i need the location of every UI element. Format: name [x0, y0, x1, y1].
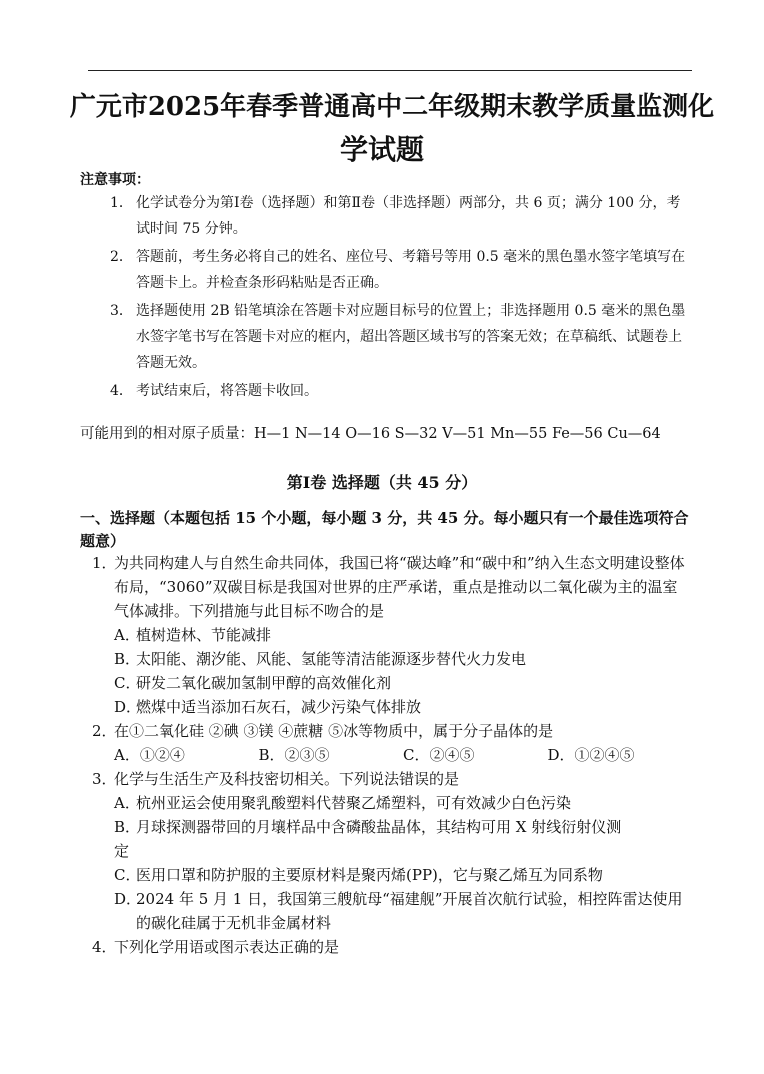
- option-text: 月球探测器带回的月壤样品中含磷酸盐晶体，其结构可用 X 射线衍射仪测: [136, 818, 622, 836]
- notice-item-text: 化学试卷分为第Ⅰ卷（选择题）和第Ⅱ卷（非选择题）两部分，共 6 页；满分 100 分，考试时间 75 分钟。: [136, 195, 681, 237]
- option-text: 医用口罩和防护服的主要原材料是聚丙烯(PP)，它与聚乙烯互为同系物: [136, 866, 603, 884]
- option-letter: D．: [114, 698, 142, 716]
- option-letter: A．: [114, 626, 140, 644]
- notice-item-text: 考试结束后，将答题卡收回。: [136, 383, 318, 399]
- option-text: 2024 年 5 月 1 日，我国第三艘航母“福建舰”开展首次航行试验，相控阵雷达使用的碳化硅属于无机非金属材料: [136, 890, 683, 932]
- notice-item: [110, 298, 690, 376]
- option-letter: D．: [114, 890, 142, 908]
- option-letter: C．: [114, 866, 141, 884]
- question-number: 1．: [92, 554, 117, 572]
- option-letter: A．: [114, 794, 140, 812]
- question-number: 2．: [92, 722, 117, 740]
- question-stem: 下列化学用语或图示表达正确的是: [114, 938, 340, 956]
- option-b: [92, 815, 692, 839]
- notice-heading: 注意事项：: [80, 172, 150, 188]
- question-list: [92, 551, 692, 959]
- option-c: [92, 671, 692, 695]
- option-text: 杭州亚运会使用聚乳酸塑料代替聚乙烯塑料，可有效减少白色污染: [136, 794, 572, 812]
- question-stem: 为共同构建人与自然生命共同体，我国已将“碳达峰”和“碳中和”纳入生态文明建设整体布局，“3060”双碳目标是我国对世界的庄严承诺，重点是推动以二氧化碳为主的温室气体减排。下列措施与此目标不吻合的是: [114, 554, 685, 620]
- option-text: 燃煤中适当添加石灰石，减少污染气体排放: [136, 698, 422, 716]
- page-title-line-2: 学试题: [339, 133, 424, 166]
- question-stem: 在①二氧化硅 ②碘 ③镁 ④蔗糖 ⑤冰等物质中，属于分子晶体的是: [114, 722, 554, 740]
- option-c: [92, 863, 692, 887]
- section-title: 第Ⅰ卷 选择题（共 45 分）: [286, 473, 478, 492]
- notice-item-text: 选择题使用 2B 铅笔填涂在答题卡对应题目标号的位置上；非选择题用 0.5 毫米的黑色墨水签字笔书写在答题卡对应的框内，超出答题区域书写的答案无效；在草稿纸、试题卷上答题无效。: [136, 303, 686, 371]
- option-c: C．②④⑤: [403, 746, 475, 764]
- question-3: [92, 767, 692, 791]
- option-d: D．①②④⑤: [547, 746, 635, 764]
- page-title-line-1: 广元市2025年春季普通高中二年级期末教学质量监测化: [69, 92, 715, 122]
- notice-item: [110, 190, 690, 242]
- option-letter: C．: [114, 674, 141, 692]
- notice-item: [110, 378, 690, 404]
- option-a: A．①②④: [114, 746, 185, 764]
- question-number: 3．: [92, 770, 117, 788]
- notice-item-number: 4．: [110, 383, 133, 399]
- notice-list: [110, 190, 690, 406]
- notice-item-text: 答题前，考生务必将自己的姓名、座位号、考籍号等用 0.5 毫米的黑色墨水签字笔填写在答题卡上。并检查条形码粘贴是否正确。: [136, 249, 686, 291]
- question-number: 4．: [92, 938, 117, 956]
- option-text: 研发二氧化碳加氢制甲醇的高效催化剂: [136, 674, 392, 692]
- notice-item-number: 2．: [110, 249, 133, 265]
- atomic-masses: 可能用到的相对原子质量：H—1 N—14 O—16 S—32 V—51 Mn—55 Fe—56 Cu—64: [80, 426, 661, 442]
- option-b: [92, 647, 692, 671]
- top-rule: [88, 70, 692, 71]
- question-stem: 化学与生活生产及科技密切相关。下列说法错误的是: [114, 770, 460, 788]
- part-heading: 一、选择题（本题包括 15 个小题，每小题 3 分，共 45 分。每小题只有一个最佳选项符合题意）: [80, 509, 689, 550]
- notice-item-number: 3．: [110, 303, 133, 319]
- question-1: [92, 551, 692, 623]
- option-b-continuation: 定: [114, 842, 130, 860]
- option-letter: B．: [114, 818, 141, 836]
- question-4: [92, 935, 692, 959]
- option-a: [92, 791, 692, 815]
- notice-item: [110, 244, 690, 296]
- notice-item-number: 1．: [110, 195, 133, 211]
- question-2: [92, 719, 692, 743]
- option-text: 植树造林、节能减排: [136, 626, 272, 644]
- option-text: 太阳能、潮汐能、风能、氢能等清洁能源逐步替代火力发电: [136, 650, 527, 668]
- option-d: [92, 695, 692, 719]
- option-d: [92, 887, 692, 935]
- inline-options: [92, 743, 692, 767]
- option-b: B．②③⑤: [258, 746, 330, 764]
- option-a: [92, 623, 692, 647]
- option-letter: B．: [114, 650, 141, 668]
